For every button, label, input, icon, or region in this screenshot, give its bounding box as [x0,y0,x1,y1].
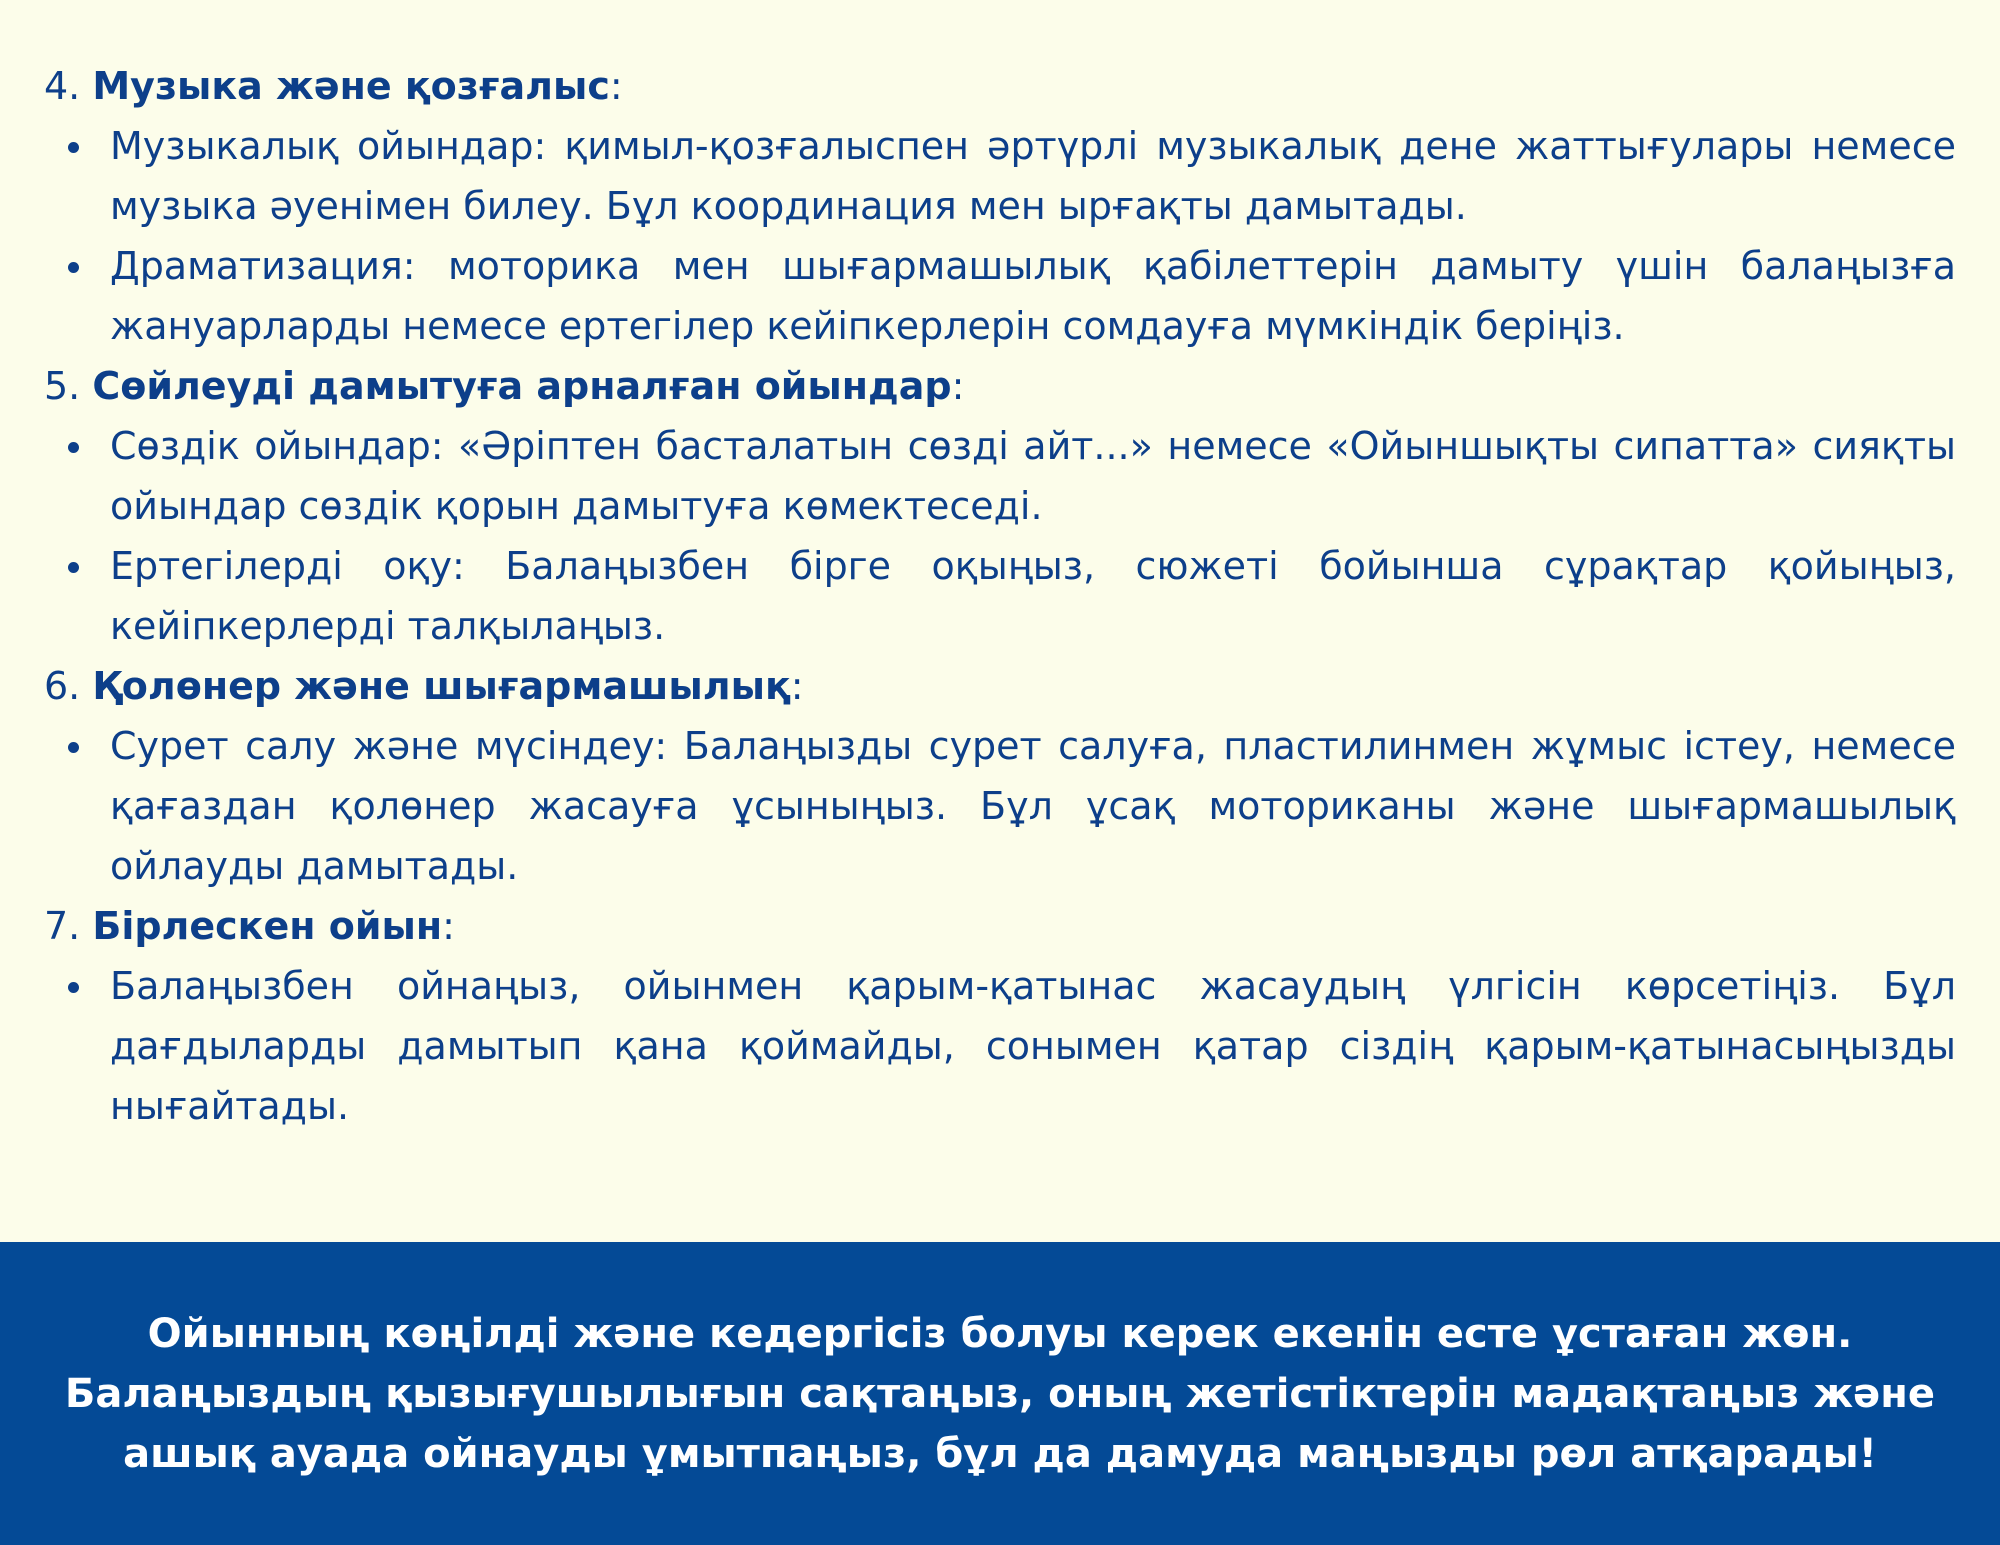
section-heading [44,896,1956,956]
bullet-list [44,716,1956,896]
section-music-movement [44,56,1956,356]
section-heading [44,656,1956,716]
section-title: Сөйлеуді дамытуға арналған ойындар [92,364,952,408]
section-crafts [44,656,1956,896]
list-item-text: Ертегілерді оқу: Балаңызбен бірге оқыңыз, сюжеті бойынша сұрақтар қойыңыз, кейіпкерлерді талқылаңыз. [110,544,1956,648]
bullet-list [44,116,1956,356]
section-number: 4. [44,64,81,108]
list-item [44,536,1956,656]
list-item-text: Музыкалық ойындар: қимыл-қозғалыспен әртүрлі музыкалық дене жаттығулары немесе музыка әуенімен билеу. Бұл координация мен ырғақты дамытады. [110,124,1956,228]
section-title: Музыка және қозғалыс [92,64,610,108]
section-colon: : [790,664,804,708]
footer-text: Ойынның көңілді және кедергісіз болуы керек екенін есте ұстаған жөн. Балаңыздың қызығушылығын сақтаңыз, оның жетістіктерін мадақтаңыз және ашық ауада ойнауды ұмытпаңыз, бұл да дамуда маңызды рөл атқарады! [64,1310,1936,1477]
list-item-text: Сөздік ойындар: «Әріптен басталатын сөзді айт...» немесе «Ойыншықты сипатта» сияқты ойындар сөздік қорын дамытуға көмектеседі. [110,424,1956,528]
bullet-icon [68,442,79,453]
footer-banner [0,1242,2000,1545]
section-speech-games [44,356,1956,656]
bullet-icon [68,562,79,573]
bullet-list [44,416,1956,656]
list-item-text: Драматизация: моторика мен шығармашылық қабілеттерін дамыту үшін балаңызға жануарларды немесе ертегілер кейіпкерлерін сомдауға мүмкіндік беріңіз. [110,244,1956,348]
section-heading [44,356,1956,416]
list-item-text: Сурет салу және мүсіндеу: Балаңызды сурет салуға, пластилинмен жұмыс істеу, немесе қағаздан қолөнер жасауға ұсыныңыз. Бұл ұсақ моториканы және шығармашылық ойлауды дамытады. [110,724,1956,888]
bullet-icon [68,262,79,273]
section-number: 7. [44,904,81,948]
list-item-text: Балаңызбен ойнаңыз, ойынмен қарым-қатынас жасаудың үлгісін көрсетіңіз. Бұл дағдыларды дамытып қана қоймайды, сонымен қатар сіздің қарым-қатынасыңызды нығайтады. [110,964,1956,1128]
list-item [44,956,1956,1136]
bullet-icon [68,982,79,993]
bullet-icon [68,742,79,753]
section-colon: : [609,64,623,108]
list-item [44,716,1956,896]
section-colon: : [442,904,455,948]
section-number: 5. [44,364,81,408]
section-number: 6. [44,664,81,708]
section-title: Қолөнер және шығармашылық [92,664,791,708]
document-body [44,56,1956,1136]
bullet-list [44,956,1956,1136]
section-heading [44,56,1956,116]
section-joint-play [44,896,1956,1136]
bullet-icon [68,142,79,153]
section-title: Бірлескен ойын [92,904,443,948]
list-item [44,236,1956,356]
section-colon: : [951,364,965,408]
list-item [44,116,1956,236]
list-item [44,416,1956,536]
